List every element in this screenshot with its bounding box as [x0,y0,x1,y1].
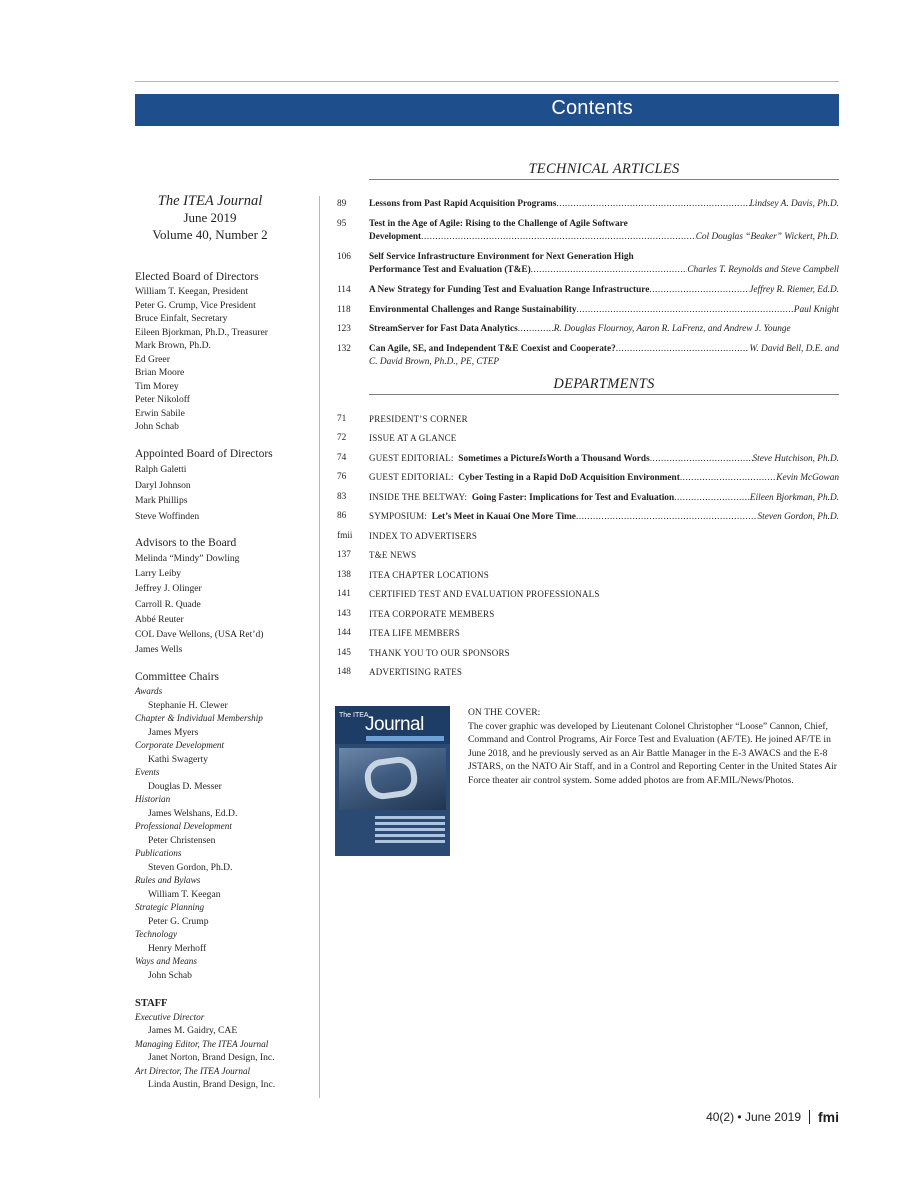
committee-chairs [135,670,320,982]
department-subtitle: Going Faster: Implications for Test and Evaluation [471,493,675,503]
staff-role: Executive Director [135,1011,205,1022]
appointed-board [135,447,320,524]
journal-masthead [135,193,285,243]
department-title: GUEST EDITORIAL: [369,453,454,463]
department-title: ADVERTISING RATES [369,667,463,677]
committee-chair: Steven Gordon, Ph.D. [148,861,233,873]
committee-role: Ways and Means [135,956,197,966]
staff-name: Janet Norton, Brand Design, Inc. [148,1052,275,1063]
department-title: GUEST EDITORIAL: [369,472,454,482]
department-author: Steve Hutchison, Ph.D. [752,454,839,464]
department-subtitle-end: Worth a Thousand Words [546,454,650,464]
department-page: 144 [337,628,351,638]
article-page: 123 [337,324,351,334]
article-page: 114 [337,285,351,295]
department-title: PRESIDENT’S CORNER [369,414,468,424]
board-member: Bruce Einfalt, Secretary [135,313,228,324]
article-author: W. David Bell, D.E. and [749,344,839,354]
technical-articles-heading: TECHNICAL ARTICLES [369,161,839,180]
department-page: 71 [337,414,347,424]
committee-role: Events [135,767,160,777]
article-entry[interactable] [337,323,839,336]
department-page: 74 [337,453,347,463]
committee-role: Corporate Development [135,740,225,750]
board-member: Mark Brown, Ph.D. [135,340,211,351]
article-title: Test in the Age of Agile: Rising to the Challenge of Agile Software [369,219,628,229]
article-title-cont: Development [369,232,422,242]
cover-subtitle-bar [366,736,444,741]
committee-chair: William T. Keegan [148,888,221,900]
board-member: Eileen Bjorkman, Ph.D., Treasurer [135,326,268,338]
article-author: Paul Knight [793,305,839,315]
advisor: Melinda “Mindy” Dowling [135,553,240,564]
department-entry[interactable] [337,569,839,583]
journal-date: June 2019 [183,210,237,225]
article-title: Lessons from Past Rapid Acquisition Programs [369,199,557,209]
cover-text: The cover graphic was developed by Lieutenant Colonel Christopher “Loose” Cannon, Chief, Command and Control Programs, Air Force Test and Evaluation (AF/TE). He joined AF/TE in June 2018, and he previously served as an Air Battle Manager in the E-3 AWACS and the E-8 JSTARS, on the NATO Air Staff, and in a Control and Reporting Center in the United States Air Force theater air control system. Some added photos are from AF.MIL/News/Photos. [468,720,838,786]
committee-role: Publications [135,848,182,858]
top-rule [135,81,839,82]
board-member: Tim Morey [135,380,179,392]
advisor: Carroll R. Quade [135,598,201,610]
department-page: 72 [337,433,347,443]
elected-board [135,270,320,434]
footer-separator [809,1110,810,1124]
board-member: Brian Moore [135,367,185,378]
department-title: T&E NEWS [369,550,417,560]
article-title-cont: Performance Test and Evaluation (T&E) [369,265,531,275]
department-author: Kevin McGowan [776,473,839,483]
article-entry[interactable] [337,343,839,369]
article-page: 106 [337,252,351,262]
article-title: Self Service Infrastructure Environment for Next Generation High [369,252,634,262]
article-title: StreamServer for Fast Data Analytics [369,324,518,334]
committee-chair: Kathi Swagerty [148,753,208,765]
department-entry[interactable] [337,452,839,466]
board-member: Steve Woffinden [135,510,200,522]
cover-text-lines [375,816,445,846]
department-subtitle: Cyber Testing in a Rapid DoD Acquisition Environment [458,473,680,483]
department-title: SYMPOSIUM: [369,511,428,521]
journal-title: The ITEA Journal [157,193,263,209]
department-subtitle: Sometimes a Picture [458,454,540,464]
article-page: 118 [337,305,351,315]
committee-chair: James Myers [148,726,199,738]
department-title: INSIDE THE BELTWAY: [369,492,468,502]
department-entry[interactable] [337,530,839,544]
committee-role: Chapter & Individual Membership [135,713,263,723]
article-page: 132 [337,344,351,354]
advisor: Abbé Reuter [135,613,184,625]
department-title: CERTIFIED TEST AND EVALUATION PROFESSIONALS [369,589,600,599]
article-title: Environmental Challenges and Range Sustainability [369,305,577,315]
cover-logo-big: Journal [365,714,424,735]
board-member: Ed Greer [135,353,170,365]
contents-banner [135,94,839,126]
department-entry[interactable] [337,549,839,563]
article-title: A New Strategy for Funding Test and Evaluation Range Infrastructure [369,285,650,295]
board-member: William T. Keegan, President [135,286,249,297]
staff-heading: STAFF [135,998,168,1009]
committee-chair: Douglas D. Messer [148,780,222,792]
board-member: Daryl Johnson [135,479,191,491]
article-entry[interactable] [337,251,839,277]
article-title: Can Agile, SE, and Independent T&E Coexist and Cooperate? [369,344,616,354]
department-title: ITEA CHAPTER LOCATIONS [369,570,489,580]
committee-chair: Peter G. Crump [148,915,209,927]
staff-name: James M. Gaidry, CAE [148,1025,238,1036]
department-title: INDEX TO ADVERTISERS [369,531,478,541]
department-entry[interactable] [337,510,839,524]
article-entry[interactable] [337,198,839,211]
committee-role: Rules and Bylaws [135,875,201,885]
committee-role: Professional Development [135,821,232,831]
cover-description [468,706,840,787]
article-entry[interactable] [337,218,839,244]
department-entry[interactable] [337,471,839,485]
committee-role: Historian [135,794,171,804]
departments-heading: DEPARTMENTS [369,376,839,395]
column-divider [319,196,320,1098]
article-entry[interactable] [337,304,839,317]
elected-board-heading: Elected Board of Directors [135,271,259,283]
article-author: Jeffrey R. Riemer, Ed.D. [749,285,839,295]
issue-info: 40(2) • June 2019 [706,1110,801,1124]
advisor: James Wells [135,644,183,656]
department-author: Eileen Bjorkman, Ph.D. [749,493,839,503]
page-mark: fmi [818,1109,839,1125]
department-page: 148 [337,667,351,677]
department-subtitle-emphasis: Is [539,454,547,464]
cover-logo-small: The ITEA [339,712,369,719]
department-entry[interactable] [337,432,839,446]
advisor: Larry Leiby [135,568,182,580]
committee-chair: James Welshans, Ed.D. [148,807,238,819]
department-title: THANK YOU TO OUR SPONSORS [369,648,510,658]
advisor: COL Dave Wellons, (USA Ret’d) [135,629,264,641]
department-entry[interactable] [337,491,839,505]
department-author: Steven Gordon, Ph.D. [757,512,839,522]
staff-role: Managing Editor, The ITEA Journal [135,1038,269,1049]
staff [135,997,320,1092]
department-page: fmii [337,531,353,541]
appointed-board-heading: Appointed Board of Directors [135,448,273,460]
department-page: 145 [337,648,351,658]
board-member: Ralph Galetti [135,464,187,475]
department-page: 141 [337,589,351,599]
board-member: Peter Nikoloff [135,394,190,405]
advisor: Jeffrey J. Olinger [135,583,202,595]
article-author: Lindsey A. Davis, Ph.D. [749,199,839,209]
article-author: R. Douglas Flournoy, Aaron R. LaFrenz, and Andrew J. Younge [553,324,791,334]
journal-volume: Volume 40, Number 2 [152,226,268,242]
article-page: 89 [337,199,347,209]
department-page: 86 [337,511,347,521]
committee-chairs-heading: Committee Chairs [135,671,220,683]
department-entry[interactable] [337,588,839,602]
board-member: Mark Phillips [135,495,188,506]
committee-role: Strategic Planning [135,902,205,912]
department-entry[interactable] [337,413,839,427]
page-footer [706,1109,839,1125]
department-entry[interactable] [337,647,839,661]
board-member: Erwin Sabile [135,407,185,419]
article-author: Col Douglas “Beaker” Wickert, Ph.D. [695,232,839,242]
advisors-to-board [135,536,320,657]
cover-heading: ON THE COVER: [468,707,541,718]
department-page: 138 [337,570,351,580]
article-author: Charles T. Reynolds and Steve Campbell [687,265,839,275]
committee-chair: Henry Merhoff [148,942,207,954]
department-entry[interactable] [337,666,839,680]
article-page: 95 [337,219,347,229]
department-title: ITEA CORPORATE MEMBERS [369,609,495,619]
article-author-cont: C. David Brown, Ph.D., PE, CTEP [369,357,500,367]
board-member: Peter G. Crump, Vice President [135,299,256,311]
committee-role: Awards [135,686,163,696]
committee-chair: Peter Christensen [148,834,216,846]
department-title: ITEA LIFE MEMBERS [369,628,460,638]
department-page: 143 [337,609,351,619]
committee-chair: Stephanie H. Clewer [148,699,228,711]
cover-thumbnail [335,706,450,856]
article-entry[interactable] [337,284,839,297]
advisors-heading: Advisors to the Board [135,537,237,549]
staff-role: Art Director, The ITEA Journal [135,1065,251,1076]
department-subtitle: Let’s Meet in Kauai One More Time [431,512,576,522]
department-entry[interactable] [337,608,839,622]
department-page: 137 [337,550,351,560]
board-member: John Schab [135,421,179,432]
staff-name: Linda Austin, Brand Design, Inc. [148,1079,276,1090]
committee-chair: John Schab [148,969,192,981]
department-title: ISSUE AT A GLANCE [369,433,457,443]
department-entry[interactable] [337,627,839,641]
page-title: Contents [551,97,633,119]
department-page: 83 [337,492,347,502]
department-page: 76 [337,472,347,482]
committee-role: Technology [135,929,178,939]
